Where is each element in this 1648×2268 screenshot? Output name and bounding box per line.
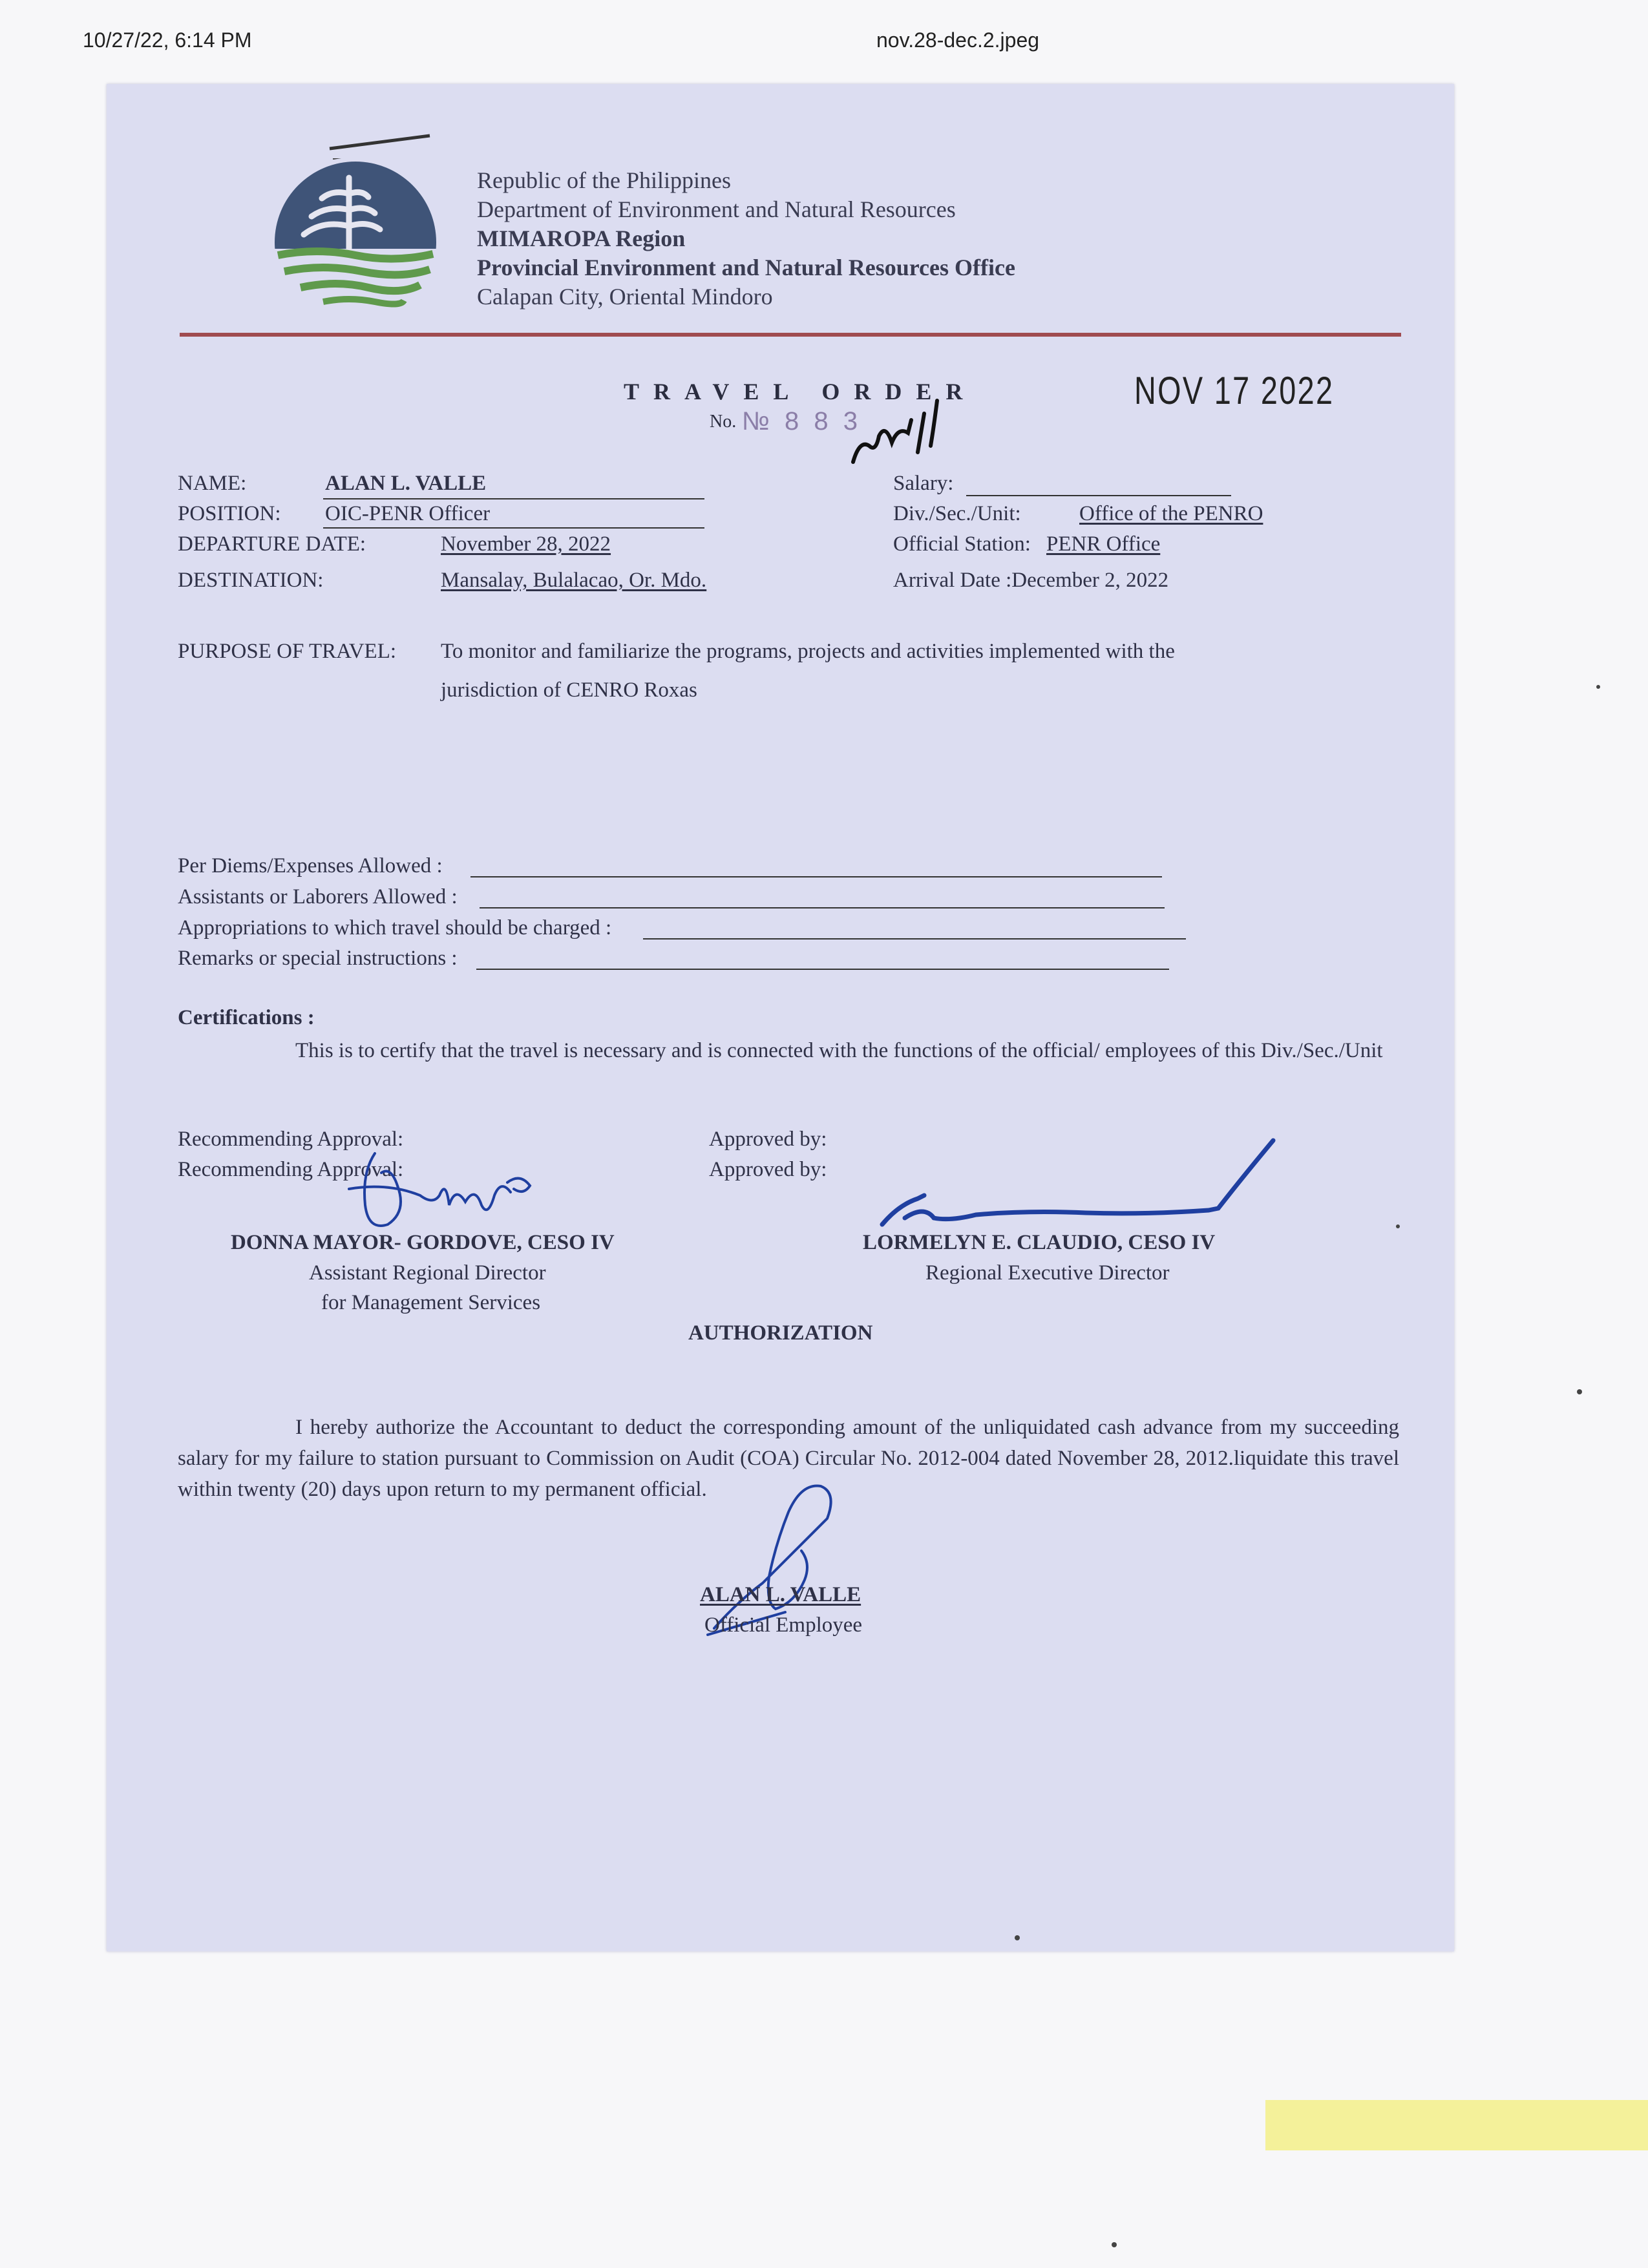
- sticky-note: [1265, 2100, 1648, 2150]
- certifications-text: This is to certify that the travel is necessary and is connected with the functions of the official/ employees of this Div./Sec./Unit: [295, 1039, 1383, 1062]
- approved-by-2: Approved by:: [709, 1158, 827, 1181]
- certifications-heading: Certifications :: [178, 1006, 315, 1029]
- pen-mark: [326, 132, 436, 152]
- arrival-date: Arrival Date :December 2, 2022: [893, 569, 1169, 592]
- departure-value: November 28, 2022: [441, 532, 611, 556]
- right-signatory-title: Regional Executive Director: [925, 1261, 1170, 1285]
- received-date-stamp: NOV 17 2022: [1134, 369, 1335, 412]
- letterhead-republic: Republic of the Philippines: [477, 167, 731, 193]
- per-diems-label: Per Diems/Expenses Allowed :: [178, 854, 443, 877]
- salary-blank: [966, 495, 1231, 496]
- recommending-approval-1: Recommending Approval:: [178, 1128, 404, 1151]
- scan-speck: [1396, 1224, 1400, 1228]
- employee-name: ALAN L. VALLE: [700, 1583, 861, 1606]
- name-underline: [323, 498, 704, 499]
- right-signature: [872, 1134, 1286, 1231]
- right-signatory-name: LORMELYN E. CLAUDIO, CESO IV: [863, 1231, 1216, 1254]
- appropriations-label: Appropriations to which travel should be charged :: [178, 916, 612, 940]
- scan-speck: [1015, 1935, 1020, 1940]
- purpose-label: PURPOSE OF TRAVEL:: [178, 640, 397, 663]
- division-label: Div./Sec./Unit:: [893, 502, 1021, 525]
- authorization-heading: AUTHORIZATION: [688, 1321, 873, 1345]
- appropriations-blank: [643, 938, 1186, 940]
- left-signatory-title-2: for Management Services: [321, 1291, 541, 1314]
- destination-value: Mansalay, Bulalacao, Or. Mdo.: [441, 569, 707, 592]
- station-label: Official Station:: [893, 532, 1031, 556]
- assistants-label: Assistants or Laborers Allowed :: [178, 885, 458, 908]
- order-number-label: No.: [710, 412, 737, 432]
- scan-speck: [1112, 2242, 1117, 2247]
- salary-label: Salary:: [893, 472, 954, 495]
- recommending-approval-2: Recommending Approval:: [178, 1158, 404, 1181]
- employee-title: Official Employee: [704, 1613, 863, 1637]
- letterhead-department: Department of Environment and Natural Resources: [477, 196, 956, 222]
- scan-speck: [1596, 685, 1600, 689]
- print-header-filename: nov.28-dec.2.jpeg: [876, 28, 1040, 52]
- remarks-label: Remarks or special instructions :: [178, 947, 458, 970]
- position-label: POSITION:: [178, 502, 281, 525]
- destination-label: DESTINATION:: [178, 569, 324, 592]
- departure-label: DEPARTURE DATE:: [178, 532, 366, 556]
- station-value: PENR Office: [1046, 532, 1161, 556]
- letterhead-location: Calapan City, Oriental Mindoro: [477, 284, 773, 310]
- authorization-text: I hereby authorize the Accountant to deduct the corresponding amount of the unliquidated cash advance from my succeeding salary for my failure to station pursuant to Commission on Audit (COA) Circular No. 2012-004 dated November 28, 2012.liquidate this travel within twenty (20) days upon return to my permanent official.: [178, 1416, 1399, 1501]
- letterhead-office: Provincial Environment and Natural Resources Office: [477, 255, 1015, 280]
- per-diems-blank: [470, 876, 1162, 877]
- division-value: Office of the PENRO: [1079, 502, 1263, 525]
- left-signatory-title-1: Assistant Regional Director: [309, 1261, 546, 1285]
- purpose-line-1: To monitor and familiarize the programs, projects and activities implemented with the: [441, 640, 1175, 663]
- header-rule: [180, 333, 1401, 337]
- order-number: № 8 8 3: [742, 407, 861, 436]
- position-underline: [323, 527, 704, 529]
- name-value: ALAN L. VALLE: [325, 472, 487, 495]
- name-label: NAME:: [178, 472, 247, 495]
- approved-by-1: Approved by:: [709, 1128, 827, 1151]
- scan-speck: [1577, 1389, 1582, 1394]
- assistants-blank: [480, 907, 1165, 908]
- left-signatory-name: DONNA MAYOR- GORDOVE, CESO IV: [231, 1231, 615, 1254]
- position-value: OIC-PENR Officer: [325, 502, 491, 525]
- denr-seal-icon: [271, 158, 439, 320]
- print-header-date: 10/27/22, 6:14 PM: [83, 28, 252, 52]
- remarks-blank: [476, 969, 1169, 970]
- letterhead-region: MIMAROPA Region: [477, 226, 686, 251]
- purpose-line-2: jurisdiction of CENRO Roxas: [441, 678, 697, 702]
- handwritten-initial: [847, 388, 956, 472]
- document-title: TRAVEL ORDER: [624, 379, 977, 404]
